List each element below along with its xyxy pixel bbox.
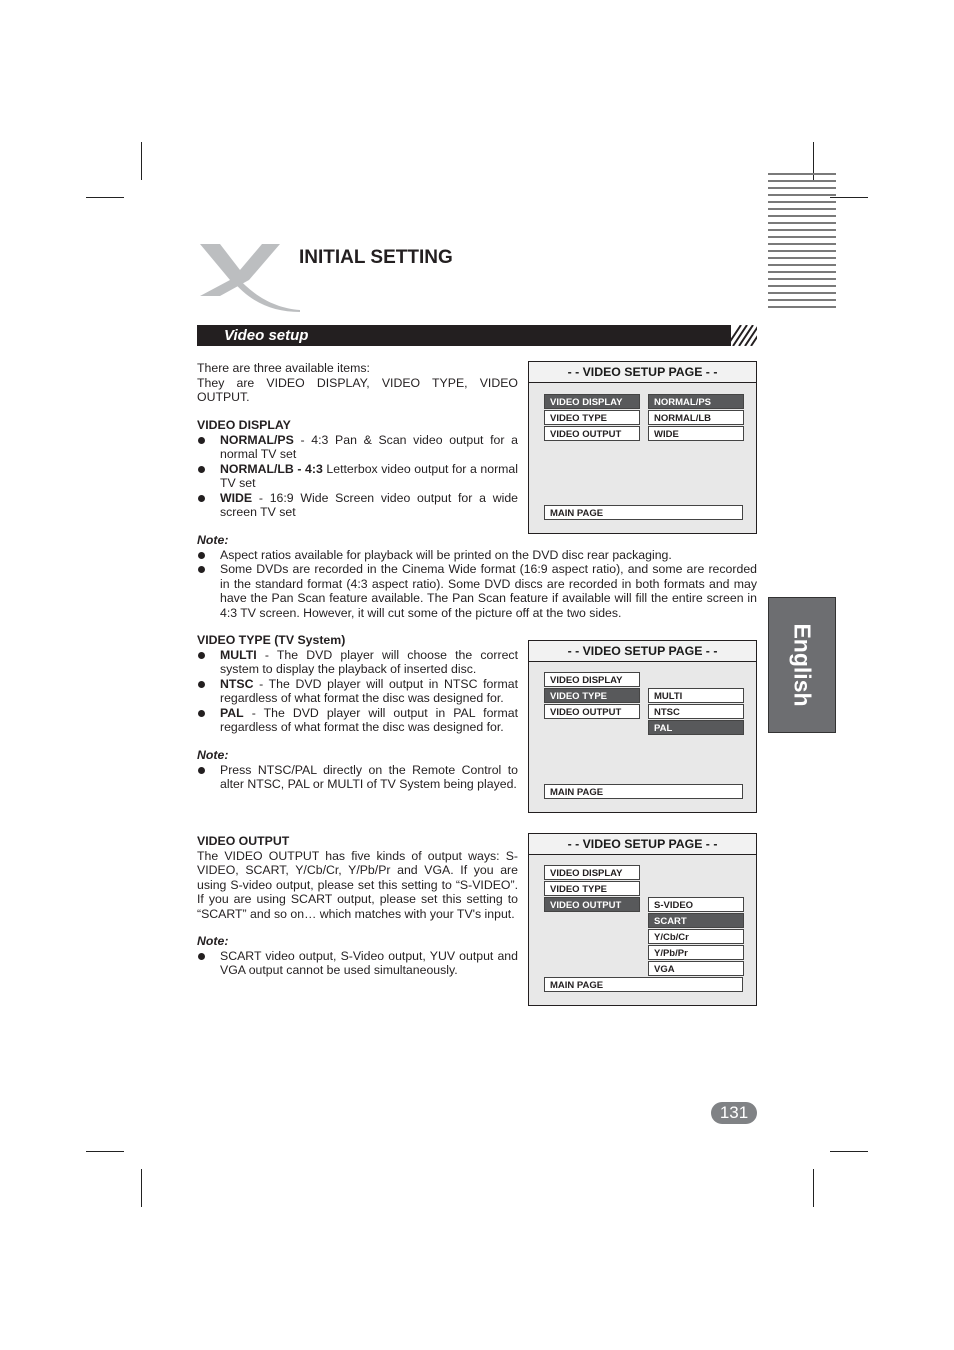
bullet-icon <box>198 953 205 960</box>
term: NORMAL/LB - 4:3 <box>220 461 323 476</box>
crop-mark <box>830 1151 868 1152</box>
setup-panel-type <box>528 640 757 813</box>
section-header <box>197 325 757 346</box>
panel-header: - - VIDEO SETUP PAGE - - <box>529 362 756 383</box>
menu-item-video-type[interactable]: VIDEO TYPE <box>544 410 640 425</box>
list-item <box>197 462 518 491</box>
description: - The DVD player will choose the correct system to display the playback of inserted disc. <box>220 647 518 676</box>
paragraph: The VIDEO OUTPUT has five kinds of output ways: S-VIDEO, SCART, Y/Cb/Cr, Y/Pb/Pr and VGA. If you are using S-video output, please set this setting to “S-VIDEO”. If you are using SCART output, please set this setting to “SCART” and so on… which matches with your TV's input. <box>197 848 518 921</box>
option-s-video[interactable]: S-VIDEO <box>648 897 744 912</box>
option-wide[interactable]: WIDE <box>648 426 744 441</box>
term: PAL <box>220 705 244 720</box>
list-item <box>197 548 757 563</box>
video-display-section <box>197 418 518 520</box>
note-label: Note: <box>197 934 229 948</box>
section-title: Video setup <box>224 327 309 344</box>
bullet-icon <box>198 552 205 559</box>
crop-mark <box>141 142 142 180</box>
main-page-button[interactable]: MAIN PAGE <box>544 977 743 992</box>
menu-item-video-type[interactable]: VIDEO TYPE <box>544 688 640 703</box>
note-label: Note: <box>197 748 229 762</box>
bullet-icon <box>198 495 205 502</box>
bullet-icon <box>198 681 205 688</box>
term: MULTI <box>220 647 257 662</box>
list-item <box>197 677 518 706</box>
page-number: 131 <box>711 1102 757 1124</box>
section-heading: VIDEO OUTPUT <box>197 834 290 848</box>
description: - The DVD player will output in NTSC format regardless of what format the disc was designed for. <box>220 676 518 705</box>
bullet-icon <box>198 652 205 659</box>
bullet-icon <box>198 466 205 473</box>
note-text: Press NTSC/PAL directly on the Remote Control to alter NTSC, PAL or MULTI of TV System being played. <box>220 762 518 791</box>
decorative-stripes <box>768 173 836 313</box>
setup-panel-output <box>528 833 757 1006</box>
menu-item-video-display[interactable]: VIDEO DISPLAY <box>544 865 640 880</box>
x-logo <box>196 240 302 314</box>
panel-header: - - VIDEO SETUP PAGE - - <box>529 641 756 662</box>
list-item <box>197 949 518 978</box>
bullet-icon <box>198 767 205 774</box>
language-tab-label: English <box>789 623 816 707</box>
list-item <box>197 648 518 677</box>
bullet-icon <box>198 437 205 444</box>
option-normal-lb[interactable]: NORMAL/LB <box>648 410 744 425</box>
option-vga[interactable]: VGA <box>648 961 744 976</box>
menu-item-video-output[interactable]: VIDEO OUTPUT <box>544 704 640 719</box>
video-type-section <box>197 633 518 735</box>
term: WIDE <box>220 490 253 505</box>
section-heading: VIDEO DISPLAY <box>197 418 291 432</box>
setup-panel-display <box>528 361 757 534</box>
list-item <box>197 763 518 792</box>
main-page-button[interactable]: MAIN PAGE <box>544 784 743 799</box>
option-multi[interactable]: MULTI <box>648 688 744 703</box>
list-item <box>197 706 518 735</box>
menu-item-video-type[interactable]: VIDEO TYPE <box>544 881 640 896</box>
note-section <box>197 934 518 978</box>
intro-line: They are VIDEO DISPLAY, VIDEO TYPE, VIDEO OUTPUT. <box>197 375 518 404</box>
section-heading: VIDEO TYPE (TV System) <box>197 633 346 647</box>
intro-text <box>197 361 518 405</box>
crop-mark <box>86 1151 124 1152</box>
page-title: INITIAL SETTING <box>299 247 453 268</box>
option-normal-ps[interactable]: NORMAL/PS <box>648 394 744 409</box>
menu-item-video-output[interactable]: VIDEO OUTPUT <box>544 897 640 912</box>
bullet-icon <box>198 710 205 717</box>
main-page-button[interactable]: MAIN PAGE <box>544 505 743 520</box>
crop-mark <box>86 197 124 198</box>
crop-mark <box>813 1169 814 1207</box>
list-item <box>197 491 518 520</box>
note-label: Note: <box>197 533 229 547</box>
description: - 4:3 Pan & Scan video output for a normal TV set <box>220 432 518 461</box>
option-y-cb-cr[interactable]: Y/Cb/Cr <box>648 929 744 944</box>
description: - The DVD player will output in PAL format regardless of what format the disc was designed for. <box>220 705 518 734</box>
option-pal[interactable]: PAL <box>648 720 744 735</box>
description: Letterbox video output for a normal TV set <box>220 461 518 490</box>
note-text: SCART video output, S-Video output, YUV output and VGA output cannot be used simultaneously. <box>220 948 518 977</box>
bullet-icon <box>198 566 205 573</box>
option-scart[interactable]: SCART <box>648 913 744 928</box>
note-section <box>197 533 757 620</box>
note-section <box>197 748 518 792</box>
term: NTSC <box>220 676 254 691</box>
list-item <box>197 433 518 462</box>
hatch-pattern <box>731 325 757 346</box>
menu-item-video-display[interactable]: VIDEO DISPLAY <box>544 394 640 409</box>
term: NORMAL/PS <box>220 432 294 447</box>
option-ntsc[interactable]: NTSC <box>648 704 744 719</box>
note-text: Aspect ratios available for playback will be printed on the DVD disc rear packaging. <box>220 547 672 562</box>
description: - 16:9 Wide Screen video output for a wide screen TV set <box>220 490 518 519</box>
option-y-pb-pr[interactable]: Y/Pb/Pr <box>648 945 744 960</box>
video-output-section <box>197 834 518 921</box>
panel-header: - - VIDEO SETUP PAGE - - <box>529 834 756 855</box>
language-tab <box>768 597 836 733</box>
menu-item-video-display[interactable]: VIDEO DISPLAY <box>544 672 640 687</box>
menu-item-video-output[interactable]: VIDEO OUTPUT <box>544 426 640 441</box>
intro-line: There are three available items: <box>197 361 370 375</box>
note-text: Some DVDs are recorded in the Cinema Wide format (16:9 aspect ratio), and some are recorded in the standard format (4:3 aspect ratio). Some DVD discs are recorded in both formats and may have the Pan Scan feature available. The Pan Scan feature if available will fill the entire screen in 4:3 TV screen. However, it will cut some of the picture off at the two sides. <box>220 562 757 620</box>
list-item <box>197 562 757 620</box>
crop-mark <box>141 1169 142 1207</box>
